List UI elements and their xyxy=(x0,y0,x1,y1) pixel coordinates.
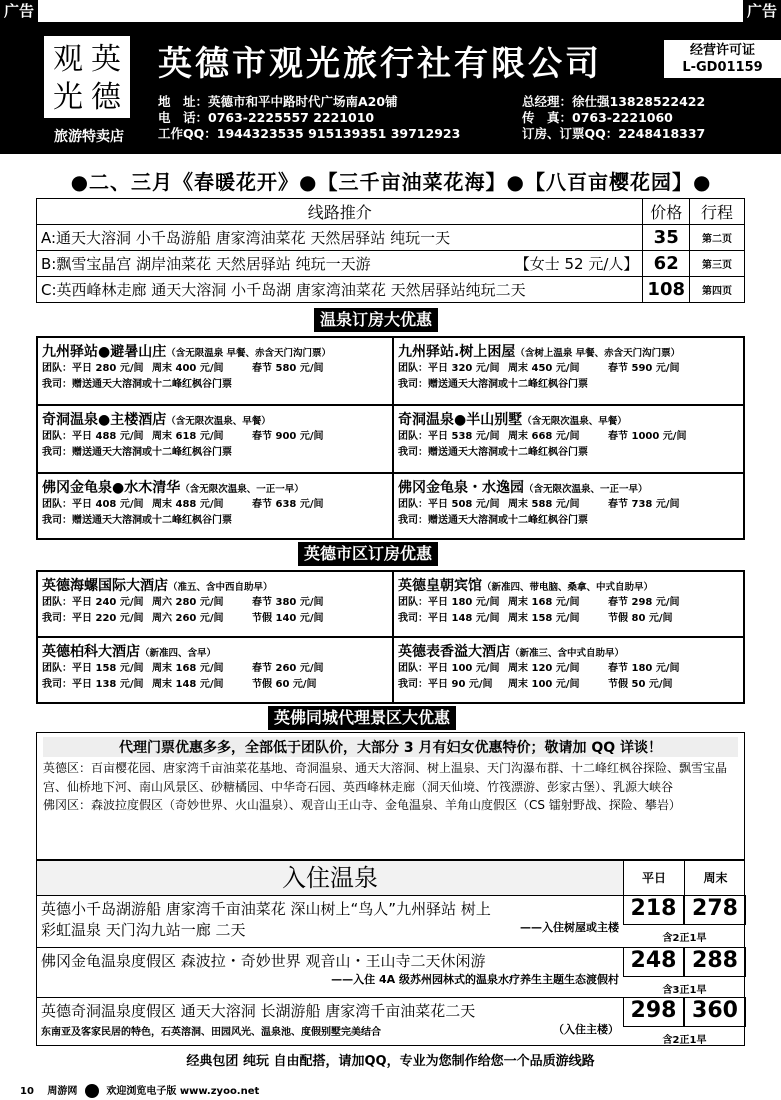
route-page: 第三页 xyxy=(690,251,745,277)
hotel-name: 佛冈金龟泉●水木清华 xyxy=(42,480,181,496)
table-row xyxy=(37,225,745,251)
rate: 周末 588 元/间 xyxy=(508,499,580,510)
hotel-note: （含无限次温泉、早餐） xyxy=(522,416,627,427)
rate: 春节 260 元/间 xyxy=(252,663,324,674)
hotel-name: 奇洞温泉●半山别墅 xyxy=(398,412,523,428)
stay-line: 佛冈金龟温泉度假区 森波拉・奇妙世界 观音山・王山寺二天休闲游 xyxy=(41,952,486,970)
rate: 春节 590 元/间 xyxy=(608,363,680,374)
stay-line: 英德奇洞温泉度假区 通天大溶洞 长湖游船 唐家湾千亩油菜花二天 xyxy=(41,1002,476,1020)
rate: 我司：平日 90 元/间 xyxy=(398,679,493,690)
hotel-name: 英德皇朝宾馆 xyxy=(398,578,482,594)
brand-logo-icon xyxy=(85,1084,99,1098)
stay-price-weekend: 278 xyxy=(684,895,746,925)
address: 地 址：英德市和平中路时代广场南A20铺 xyxy=(158,94,398,109)
table-row xyxy=(37,277,745,303)
logo-char: 光 xyxy=(53,80,83,115)
routes-header-price: 价格 xyxy=(643,199,690,225)
tagline: 经典包团 纯玩 自由配搭，请加QQ，专业为您制作给您一个品质游线路 xyxy=(186,1054,595,1069)
rate: 周末 450 元/间 xyxy=(508,363,580,374)
hotel-note: （含无限次温泉、一正一早） xyxy=(180,484,304,495)
rate: 团队：平日 508 元/间 xyxy=(398,499,500,510)
stay-line: ——入住 4A 级苏州园林式的温泉水疗养生主题生态渡假村 xyxy=(331,973,619,986)
rate: 春节 1000 元/间 xyxy=(608,431,687,442)
stay-price-weekend: 288 xyxy=(684,947,746,977)
hotel-name: 英德海螺国际大酒店 xyxy=(42,578,168,594)
rate: 周六 260 元/间 xyxy=(152,613,224,624)
city-hotel-item xyxy=(393,571,744,637)
stay-line: 东南亚及客家民居的特色，石英溶洞、田园风光、温泉池、度假别墅完美结合 xyxy=(41,1027,381,1038)
rate: 我司：平日 148 元/间 xyxy=(398,613,500,624)
rate: 节假 80 元/间 xyxy=(608,613,673,624)
route-page: 第二页 xyxy=(690,225,745,251)
stay-note: 含3正1早 xyxy=(662,985,707,996)
rate: 我司：平日 138 元/间 xyxy=(42,679,144,690)
top-bar xyxy=(0,0,781,22)
rate: 周末 100 元/间 xyxy=(508,679,580,690)
stay-note: 含2正1早 xyxy=(662,933,707,944)
hot-spring-item xyxy=(37,405,393,473)
stay-price-weekday: 218 xyxy=(623,895,684,925)
gift: 我司：赠送通天大溶洞或十二峰红枫谷门票 xyxy=(42,447,232,458)
hotel-note: （含无限次温泉、一正一早） xyxy=(524,484,648,495)
stay-price-weekday: 248 xyxy=(623,947,684,977)
promo-banner: ●二、三月《春暖花开》●【三千亩油菜花海】●【八百亩樱花园】● xyxy=(70,170,712,194)
header xyxy=(0,22,781,154)
hotel-name: 英德柏科大酒店 xyxy=(42,644,140,660)
stay-line: ——入住树屋或主楼 xyxy=(520,921,619,934)
hotel-name: 九州驿站●避暑山庄 xyxy=(42,344,167,360)
rate: 春节 380 元/间 xyxy=(252,597,324,608)
city-box xyxy=(36,570,745,704)
logo-char: 观 xyxy=(53,42,83,77)
stay-note: 含2正1早 xyxy=(662,1035,707,1046)
company-name: 英德市观光旅行社有限公司 xyxy=(158,44,602,84)
rate: 团队：平日 320 元/间 xyxy=(398,363,500,374)
rate: 春节 738 元/间 xyxy=(608,499,680,510)
rate: 春节 580 元/间 xyxy=(252,363,324,374)
rate: 周六 280 元/间 xyxy=(152,597,224,608)
hotel-name: 佛冈金龟泉・水逸园 xyxy=(398,480,524,496)
rate: 春节 298 元/间 xyxy=(608,597,680,608)
hot-spring-item xyxy=(393,473,744,539)
logo-char: 德 xyxy=(91,80,121,115)
route-extra: 【女士 52 元/人】 xyxy=(514,255,639,273)
ad-label-right: 广告 xyxy=(743,0,781,22)
footer-brand: 周游网 xyxy=(47,1086,78,1097)
route-price: 35 xyxy=(643,225,690,251)
hotel-note: （含无限温泉 早餐、赤含天门沟门票） xyxy=(166,348,332,359)
city-hotel-item xyxy=(37,571,393,637)
stay-line: 彩虹温泉 天门沟九站一廊 二天 xyxy=(41,921,246,939)
license-number: L-GD01159 xyxy=(682,60,763,75)
routes-table xyxy=(36,198,745,303)
rate: 节假 140 元/间 xyxy=(252,613,324,624)
rate: 周末 488 元/间 xyxy=(152,499,224,510)
stay-row xyxy=(37,947,623,997)
routes-header-name: 线路推介 xyxy=(37,199,643,225)
gift: 我司：赠送通天大溶洞或十二峰红枫谷门票 xyxy=(398,447,588,458)
rate: 周末 158 元/间 xyxy=(508,613,580,624)
stay-box xyxy=(36,860,745,1046)
hotel-name: 九州驿站.树上困屋 xyxy=(398,344,516,360)
rate: 周末 120 元/间 xyxy=(508,663,580,674)
table-row xyxy=(37,251,745,277)
rate: 团队：平日 158 元/间 xyxy=(42,663,144,674)
stay-line: （入住主楼） xyxy=(553,1023,619,1036)
phone: 电 话：0763-2225557 2221010 xyxy=(158,110,375,125)
rate: 团队：平日 538 元/间 xyxy=(398,431,500,442)
hot-spring-title: 温泉订房大优惠 xyxy=(314,308,438,332)
gift: 我司：赠送通天大溶洞或十二峰红枫谷门票 xyxy=(398,379,588,390)
rate: 节假 50 元/间 xyxy=(608,679,673,690)
rate: 团队：平日 408 元/间 xyxy=(42,499,144,510)
license-title: 经营许可证 xyxy=(689,43,755,58)
rate: 周末 168 元/间 xyxy=(508,597,580,608)
stay-head-weekday: 平日 xyxy=(623,861,684,895)
hot-spring-item xyxy=(37,337,393,405)
route-name: C:英西峰林走廊 通天大溶洞 小千岛湖 唐家湾油菜花 天然居驿站纯玩二天 xyxy=(37,277,643,303)
hotel-note: （新准三、含中式自助早） xyxy=(510,648,625,659)
rate: 团队：平日 280 元/间 xyxy=(42,363,144,374)
hotel-name: 奇洞温泉●主楼酒店 xyxy=(42,412,167,428)
rate: 春节 900 元/间 xyxy=(252,431,324,442)
stay-price-weekday: 298 xyxy=(623,997,684,1027)
rate: 周末 400 元/间 xyxy=(152,363,224,374)
hotel-name: 英德表香溢大酒店 xyxy=(398,644,510,660)
order-qq: 订房、订票QQ：2248418337 xyxy=(522,126,706,141)
hot-spring-item xyxy=(393,337,744,405)
hot-spring-item xyxy=(393,405,744,473)
route-name: A:通天大溶洞 小千岛游船 唐家湾油菜花 天然居驿站 纯玩一天 xyxy=(37,225,643,251)
logo-char: 英 xyxy=(91,42,121,77)
hotel-note: （新准四、带电脑、桑拿、中式自助早） xyxy=(482,582,654,593)
agent-intro: 代理门票优惠多多，全部低于团队价，大部分 3 月有妇女优惠特价；敬请加 QQ 详谈！ xyxy=(43,737,738,757)
hotel-note: （含树上温泉 早餐、赤含天门沟门票） xyxy=(515,348,681,359)
rate: 周末 168 元/间 xyxy=(152,663,224,674)
city-hotel-item xyxy=(37,637,393,703)
agent-box xyxy=(36,732,745,860)
rate: 春节 180 元/间 xyxy=(608,663,680,674)
stay-row xyxy=(37,997,623,1045)
hot-spring-box xyxy=(36,336,745,540)
city-title: 英德市区订房优惠 xyxy=(298,542,438,566)
routes-header-page: 行程 xyxy=(690,199,745,225)
agent-fogang: 佛冈区：森波拉度假区（奇妙世界、火山温泉）、观音山王山寺、金龟温泉、羊角山度假区（CS 镭射野战、探险、攀岩） xyxy=(43,798,681,812)
route-page: 第四页 xyxy=(690,277,745,303)
license-badge xyxy=(664,40,781,78)
route-price: 108 xyxy=(643,277,690,303)
fax: 传 真：0763-2221060 xyxy=(522,110,673,125)
agent-yingde: 英德区：百亩樱花园、唐家湾千亩油菜花基地、奇洞温泉、通天大溶洞、树上温泉、天门沟瀑布群、十二峰红枫谷探险、飘雪宝晶宫、仙桥地下河、南山风景区、砂糖橘园、中华奇石园、英西峰林走廊（洞天仙境、竹筏漂游、彭家古堡）、乳源大峡谷 xyxy=(43,761,728,794)
logo xyxy=(44,36,130,118)
route-name-text: B:飘雪宝晶宫 湖岸油菜花 天然居驿站 纯玩一天游 xyxy=(41,255,371,273)
stay-row xyxy=(37,895,623,947)
rate: 团队：平日 180 元/间 xyxy=(398,597,500,608)
footer-site: 欢迎浏览电子版 www.zyoo.net xyxy=(106,1086,260,1097)
work-qq: 工作QQ：1944323535 915139351 39712923 xyxy=(158,126,461,141)
stay-line: 英德小千岛湖游船 唐家湾千亩油菜花 深山树上“鸟人”九州驿站 树上 xyxy=(41,900,491,918)
routes-header xyxy=(37,199,745,225)
rate: 团队：平日 100 元/间 xyxy=(398,663,500,674)
rate: 团队：平日 488 元/间 xyxy=(42,431,144,442)
hotel-note: （准五、含中西自助早） xyxy=(168,582,273,593)
hot-spring-item xyxy=(37,473,393,539)
stay-head-weekend: 周末 xyxy=(684,861,746,895)
rate: 周末 668 元/间 xyxy=(508,431,580,442)
gift: 我司：赠送通天大溶洞或十二峰红枫谷门票 xyxy=(398,515,588,526)
city-hotel-item xyxy=(393,637,744,703)
rate: 周末 148 元/间 xyxy=(152,679,224,690)
manager: 总经理：徐仕强13828522422 xyxy=(522,94,706,109)
rate: 团队：平日 240 元/间 xyxy=(42,597,144,608)
gift: 我司：赠送通天大溶洞或十二峰红枫谷门票 xyxy=(42,515,232,526)
route-price: 62 xyxy=(643,251,690,277)
route-name xyxy=(37,251,643,277)
hotel-note: （新准四、含早） xyxy=(140,648,217,659)
gift: 我司：赠送通天大溶洞或十二峰红枫谷门票 xyxy=(42,379,232,390)
logo-subtitle: 旅游特卖店 xyxy=(54,129,124,145)
rate: 春节 638 元/间 xyxy=(252,499,324,510)
agent-title: 英佛同城代理景区大优惠 xyxy=(268,706,456,730)
rate: 节假 60 元/间 xyxy=(252,679,317,690)
stay-price-weekend: 360 xyxy=(684,997,746,1027)
rate: 我司：平日 220 元/间 xyxy=(42,613,144,624)
footer xyxy=(20,1082,259,1098)
stay-title: 入住温泉 xyxy=(37,861,623,895)
hotel-note: （含无限次温泉、早餐） xyxy=(166,416,271,427)
rate: 周末 618 元/间 xyxy=(152,431,224,442)
page-number: 10 xyxy=(20,1086,34,1097)
ad-label-left: 广告 xyxy=(0,0,38,22)
